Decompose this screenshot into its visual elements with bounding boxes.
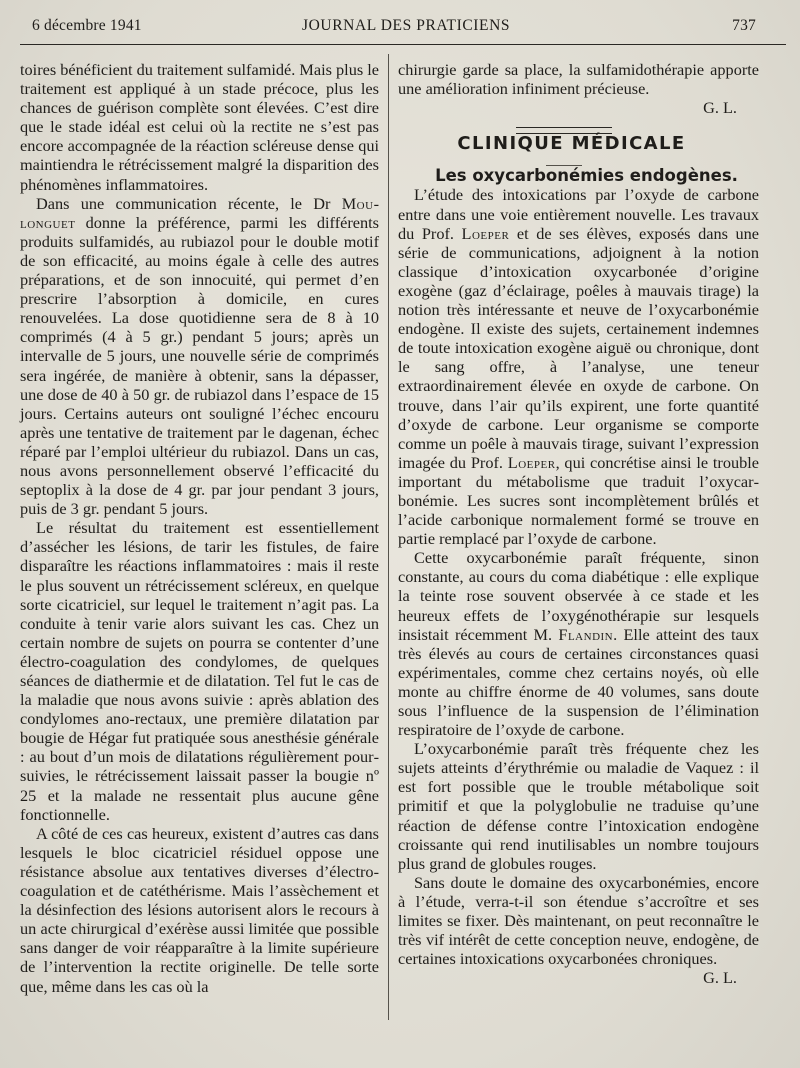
author-name-loeper-2: Loeper [507, 452, 556, 472]
author-name-loeper-1: Loeper [461, 223, 510, 243]
left-column [20, 60, 379, 996]
header-date: 6 décembre 1941 [32, 17, 142, 34]
author-name-flandin: Flandin [558, 624, 614, 644]
header-rule [20, 44, 786, 45]
right-p2-text-b: . Elle atteint des taux très élevés au cours de certaines circonstances quasi expérimentales, comme chez certains noyés, où elle monte au chiffre énorme de 40 volumes, sans doute sous l’influence de la suspension de l’élimination respiratoire de l’oxyde de carbone. [398, 624, 760, 740]
section-title: CLINIQUE MÉDICALE [457, 133, 686, 155]
section-small-rule [546, 165, 582, 166]
article-title: Les oxycarbonémies endogènes. [435, 166, 738, 186]
left-p2-text-a: Dans une communication récente, le Dr [36, 193, 342, 213]
signature-1: G. L. [703, 98, 737, 118]
header-journal-title: JOURNAL DES PRATICIENS [302, 17, 511, 34]
left-paragraph-4: A côté de ces cas heureux, existent d’autres cas dans lesquels le bloc cicatriciel résiduel oppose une résistance absolue aux tentatives diverses d’électro-coagulation et de catéthérisme. Mais l’assèchement et la désinfection des lésions autorisent alors le recours à un acte chirurgical d’exérèse aussi limitée que possible sans danger de voir réapparaître à la limite supérieure de l’intervention la rectite originelle. De telle sorte que, même dans les cas où la [20, 823, 379, 996]
left-paragraph-3: Le résultat du traitement est essentiellement d’assécher les lésions, de tarir les fistules, de faire disparaître les réactions inflammatoires : mais il reste le plus souvent un rétrécissement scléreux, en quelque sorte cicatriciel, sur lequel le traitement n’agit pas. La conduite à tenir varie alors suivant les cas. Chez un certain nombre de sujets on pourra se contenter d’une électro-coagulation des condylomes, de quelques séances de diathermie et de dilatation. Tel fut le cas de la maladie que nous avons suivie : après ablation des condylomes ano-rectaux, une première dilatation par bougie de Hégar fut pratiquée sous anesthésie générale : au bout d’un mois de dilatations régulièrement poursuivies, le rétrécissement laissait passer la bougie nº 25 et la malade ne ressentait plus aucune gêne fonctionnelle. [20, 518, 379, 824]
right-paragraph-3: L’oxycarbonémie paraît très fréquente chez les sujets atteints d’érythrémie ou maladie de Vaquez : il est fort possible que le trouble métabolique soit primitif et que la polyglobulie ne traduise qu’une réaction de défense contre l’intoxication endogène croissante qui rend inutilisables un nombre toujours plus grand de globules rouges. [398, 739, 759, 873]
author-name-moulonguet: Moulonguet [20, 193, 379, 232]
left-paragraph-2 [20, 194, 379, 519]
right-p4-text: Sans doute le domaine des oxycarbonémies, encore à l’étude, verra-t-il son étendue s’accroître et ses limites se fixer. Dès maintenant, on peut reconnaître le très vif intérêt de cette conception neuve, endogène, de certaines intoxications oxycarbonées chroniques. [398, 872, 759, 969]
signature-2: G. L. [703, 968, 737, 988]
right-paragraph-4 [398, 872, 759, 988]
page-header [20, 17, 786, 41]
left-p2-text-b: donne la préférence, parmi les différents produits sulfamidés, au rubiazol pour le double motif de son efficacité, au moins égale à celle des autres préparations, et de son innocuité, qui permet d’en prescrire l’absorption à domicile, en cures renouvelées. La dose quotidienne sera de 8 à 10 comprimés (4 à 5 gr.) pendant 5 jours; après un intervalle de 5 jours, une nouvelle série de comprimés sera ingérée, de manière à obtenir, sans la dépasser, une dose de 40 à 50 gr. de rubiazol dans l’espace de 15 jours. Certains auteurs ont souligné l’échec encouru après une tentative de traitement par le dagenan, échec réparé par l’emploi ultérieur du rubiazol. Dans un cas, nous avons personnellement observé l’efficacité du septoplix à la dose de 4 gr. par jour pendant 3 jours, puis de 3 gr. pendant 5 jours. [20, 212, 379, 519]
right-continuation: chirurgie garde sa place, la sulfamidothérapie apporte une amélioration infiniment précieuse. [398, 60, 759, 99]
right-p1-text-c: , qui concrétise ainsi le trouble important du métabolisme que traduit l’oxycarbonémie. Les sucres sont incomplètement brûlés et l’acide carbonique normalement formé se trouve en partie remplacé par l’oxyde de carbone. [398, 452, 759, 549]
right-paragraph-2 [398, 548, 759, 739]
left-paragraph-1: toires bénéficient du traitement sulfamidé. Mais plus le traitement est appliqué à un stade précoce, plus les chances de guérison complète sont élevées. C’est dire que le stade idéal est celui où la rectite ne s’est pas encore accompagnée de la réaction scléreuse dense qui maintiendra le rétrécissement malgré la disparition des phénomènes inflammatoires. [20, 60, 379, 194]
right-column [398, 60, 759, 987]
right-p1-text-b: et de ses élèves, exposés dans une série de communications, adjoignent à la notion classique d’intoxication oxycarbonée d’origine exogène (gaz d’éclairage, poêles à mauvais tirage) la notion très intéressante et neuve de l’oxycarbonémie endogène. Il existe des sujets, certainement indemnes de toute intoxication exogène aiguë ou chronique, dont le sang offre, à l’analyse, une teneur extraordinairement élevée en oxyde de carbone. On trouve, dans l’air qu’ils expirent, une forte quantité d’oxyde de carbone. Leur organisme se comporte comme un poêle à mauvais tirage, suivant l’expression imagée du Prof. [398, 223, 760, 472]
right-p2-text-a: Cette oxycarbonémie paraît fréquente, sinon constante, au cours du coma diabétique : elle explique la teinte rose souvent observée à ce stade et les heureux effets de l’oxygénothérapie sur lesquels insistait récemment M. [398, 548, 759, 644]
column-divider [388, 54, 389, 1020]
header-page-number: 737 [732, 17, 756, 34]
right-paragraph-1 [398, 185, 759, 548]
right-p1-text-a: L’étude des intoxications par l’oxyde de carbone entre dans une voie entièrement nouvelle. Les travaux du Prof. [398, 185, 759, 243]
